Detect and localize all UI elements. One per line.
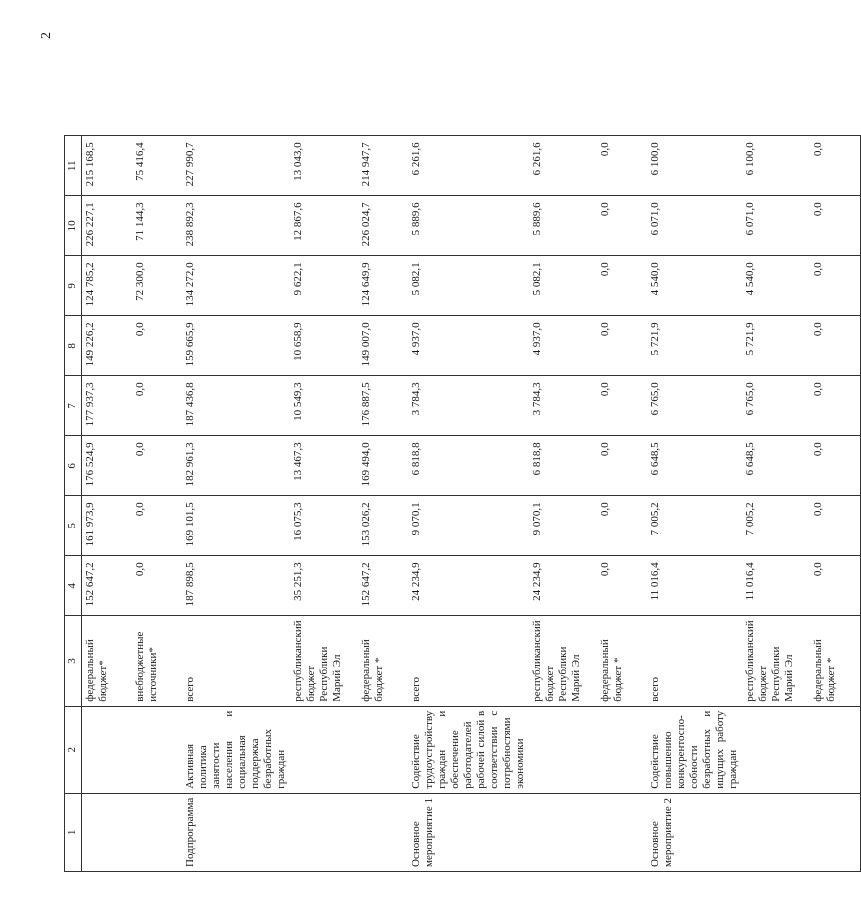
cell-value: 6 100,0 [742,136,810,196]
cell-c1 [742,793,810,871]
cell-value: 10 658,9 [290,316,358,376]
cell-value: 182 961,3 [182,436,290,496]
cell-value: 11 016,4 [647,556,742,616]
budget-table [64,135,861,872]
cell-value: 6 765,0 [742,376,810,436]
cell-value: 0,0 [132,556,182,616]
cell-value: 5 082,1 [408,256,529,316]
table-row [742,136,810,872]
cell-value: 5 721,9 [647,316,742,376]
cell-value: 6 765,0 [647,376,742,436]
cell-value: 6 818,8 [529,436,597,496]
cell-value: 24 234,9 [408,556,529,616]
column-header-9: 9 [65,256,82,316]
cell-c2 [290,706,358,793]
cell-c1 [82,793,133,871]
cell-value: 187 898,5 [182,556,290,616]
cell-c3: всего [408,616,529,706]
column-header-10: 10 [65,196,82,256]
cell-value: 6 261,6 [408,136,529,196]
cell-value: 3 784,3 [529,376,597,436]
cell-value: 152 647,2 [358,556,408,616]
cell-value: 176 887,5 [358,376,408,436]
cell-c2: Содействие трудоустройству граждан и обеспечение работодателей рабочей силой в соответствии с потребностями экономики [408,706,529,793]
cell-value: 226 024,7 [358,196,408,256]
cell-value: 6 261,6 [529,136,597,196]
table-row [290,136,358,872]
cell-value: 6 648,5 [647,436,742,496]
header-row [65,136,82,872]
cell-value: 6 818,8 [408,436,529,496]
cell-value: 169 101,5 [182,496,290,556]
cell-value: 0,0 [132,496,182,556]
cell-value: 0,0 [810,196,861,256]
cell-value: 0,0 [597,316,647,376]
cell-value: 6 071,0 [742,196,810,256]
cell-value: 0,0 [132,376,182,436]
cell-c1 [810,793,861,871]
cell-value: 9 070,1 [529,496,597,556]
column-header-4: 4 [65,556,82,616]
cell-value: 9 070,1 [408,496,529,556]
cell-value: 134 272,0 [182,256,290,316]
cell-value: 71 144,3 [132,196,182,256]
cell-value: 12 867,6 [290,196,358,256]
cell-c2 [597,706,647,793]
table-row [408,136,529,872]
cell-value: 0,0 [810,316,861,376]
cell-c3: республиканский бюджет Республики Марий Эл [529,616,597,706]
table-row [597,136,647,872]
cell-value: 0,0 [810,496,861,556]
cell-c1 [290,793,358,871]
table-row [358,136,408,872]
cell-value: 153 026,2 [358,496,408,556]
cell-c1 [132,793,182,871]
cell-c1 [358,793,408,871]
cell-value: 124 785,2 [82,256,133,316]
column-header-2: 2 [65,706,82,793]
cell-value: 176 524,9 [82,436,133,496]
cell-c3: республиканский бюджет Республики Марий Эл [742,616,810,706]
cell-value: 4 937,0 [408,316,529,376]
cell-value: 0,0 [132,316,182,376]
cell-c1 [597,793,647,871]
cell-value: 0,0 [810,256,861,316]
cell-c2 [810,706,861,793]
cell-value: 0,0 [597,256,647,316]
cell-c1: Подпрограмма [182,793,290,871]
cell-value: 149 226,2 [82,316,133,376]
cell-value: 10 549,3 [290,376,358,436]
column-header-7: 7 [65,376,82,436]
cell-value: 6 100,0 [647,136,742,196]
table-row [132,136,182,872]
cell-c3: федеральный бюджет * [597,616,647,706]
cell-c2 [132,706,182,793]
cell-value: 7 005,2 [742,496,810,556]
cell-value: 0,0 [132,436,182,496]
cell-value: 11 016,4 [742,556,810,616]
cell-c1 [529,793,597,871]
cell-value: 0,0 [810,376,861,436]
cell-c3: внебюджетные источники* [132,616,182,706]
cell-value: 169 494,0 [358,436,408,496]
column-header-5: 5 [65,496,82,556]
table-row [182,136,290,872]
table-row [647,136,742,872]
table-row [82,136,133,872]
cell-value: 215 168,5 [82,136,133,196]
column-header-6: 6 [65,436,82,496]
cell-c2 [742,706,810,793]
cell-value: 159 665,9 [182,316,290,376]
cell-value: 4 540,0 [742,256,810,316]
cell-c2: Содействие повышению конкурентоспо-собности безработных и ищущих работу граждан [647,706,742,793]
cell-c3: республиканский бюджет Республики Марий Эл [290,616,358,706]
cell-value: 13 467,3 [290,436,358,496]
cell-value: 24 234,9 [529,556,597,616]
column-header-1: 1 [65,793,82,871]
cell-value: 0,0 [597,376,647,436]
cell-value: 7 005,2 [647,496,742,556]
cell-value: 149 007,0 [358,316,408,376]
cell-value: 5 082,1 [529,256,597,316]
table-row [810,136,861,872]
cell-c3: федеральный бюджет * [358,616,408,706]
rotated-page [39,32,837,872]
cell-c3: федеральный бюджет* [82,616,133,706]
cell-value: 161 973,9 [82,496,133,556]
cell-value: 0,0 [597,496,647,556]
column-header-11: 11 [65,136,82,196]
cell-value: 0,0 [597,196,647,256]
cell-value: 187 436,8 [182,376,290,436]
cell-value: 0,0 [597,436,647,496]
column-header-8: 8 [65,316,82,376]
table-body [82,136,861,872]
cell-value: 5 889,6 [408,196,529,256]
cell-value: 9 622,1 [290,256,358,316]
cell-c2 [529,706,597,793]
cell-c3: всего [647,616,742,706]
cell-value: 16 075,3 [290,496,358,556]
cell-value: 6 648,5 [742,436,810,496]
cell-c1: Основное мероприятие 1 [408,793,529,871]
cell-value: 35 251,3 [290,556,358,616]
cell-value: 5 889,6 [529,196,597,256]
cell-c3: федеральный бюджет * [810,616,861,706]
cell-value: 72 300,0 [132,256,182,316]
table-row [529,136,597,872]
cell-value: 152 647,2 [82,556,133,616]
column-header-3: 3 [65,616,82,706]
cell-value: 177 937,3 [82,376,133,436]
cell-value: 0,0 [810,136,861,196]
cell-c3: всего [182,616,290,706]
cell-value: 5 721,9 [742,316,810,376]
cell-value: 6 071,0 [647,196,742,256]
cell-value: 0,0 [597,136,647,196]
cell-value: 226 227,1 [82,196,133,256]
cell-value: 0,0 [597,556,647,616]
cell-value: 124 649,9 [358,256,408,316]
cell-value: 238 892,3 [182,196,290,256]
cell-c1: Основное мероприятие 2 [647,793,742,871]
cell-value: 3 784,3 [408,376,529,436]
page-number: 2 [39,32,54,39]
cell-value: 214 947,7 [358,136,408,196]
cell-value: 4 937,0 [529,316,597,376]
cell-value: 227 990,7 [182,136,290,196]
cell-c2 [82,706,133,793]
cell-value: 13 043,0 [290,136,358,196]
cell-value: 0,0 [810,556,861,616]
cell-value: 75 416,4 [132,136,182,196]
cell-c2: Активная политика занятости населения и социальная поддержка безработных граждан [182,706,290,793]
cell-c2 [358,706,408,793]
cell-value: 0,0 [810,436,861,496]
cell-value: 4 540,0 [647,256,742,316]
